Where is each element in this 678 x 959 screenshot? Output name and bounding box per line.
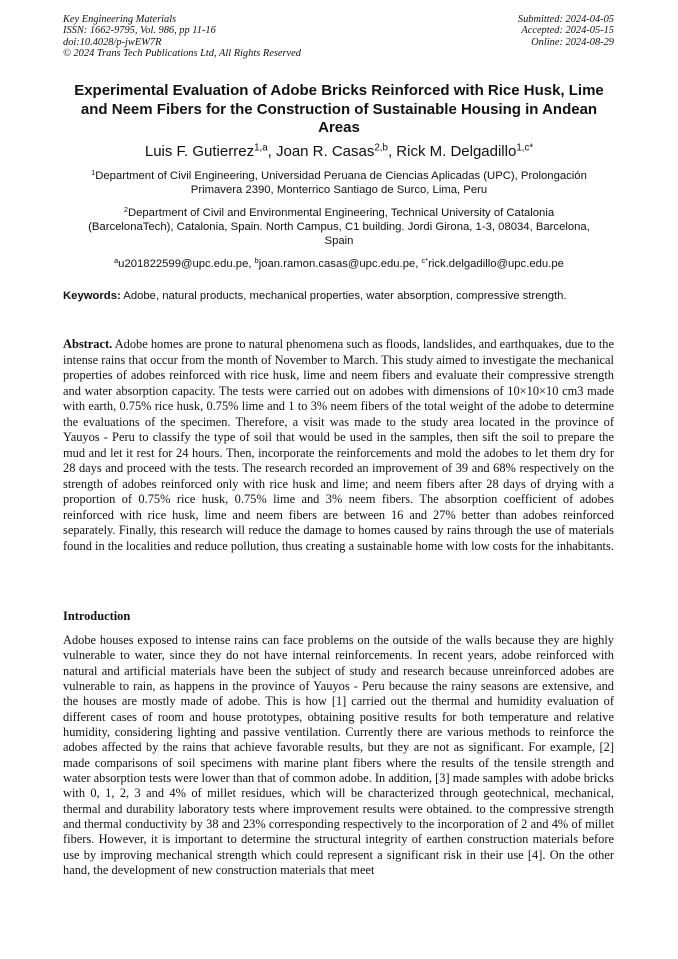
issn-line: ISSN: 1662-9795, Vol. 986, pp 11-16 xyxy=(63,25,216,37)
author: Joan R. Casas$^{2,b}$, xyxy=(275,142,397,160)
doi-line[interactable]: doi:10.4028/p-jwEW7R xyxy=(63,36,162,48)
journal-header xyxy=(63,14,301,59)
submitted-date: Submitted: 2024-04-05 xyxy=(517,14,614,25)
author: Luis F. Gutierrez$^{1,a}$, xyxy=(144,142,276,160)
copyright-line: © 2024 Trans Tech Publications Ltd, All Rights Reserved xyxy=(63,47,301,59)
journal-name: Key Engineering Materials xyxy=(63,14,177,25)
email-entry[interactable]: $^{c*}$rick.delgadillo@upc.edu.pe xyxy=(421,255,564,270)
keywords xyxy=(63,289,614,304)
abstract xyxy=(63,337,614,554)
keywords-label: Keywords: xyxy=(63,290,121,302)
affiliation-1: $^1$Department of Civil Engineering, Universidad Peruana de Ciencias Aplicadas (UPC), Prolongación Primavera 2390, Monterrico Santiago de Surco, Lima, Peru xyxy=(91,167,587,197)
abstract-label: Abstract. xyxy=(63,337,113,351)
email-entry[interactable]: $^a$u201822599@upc.edu.pe xyxy=(114,255,249,270)
email-list: $^a$u201822599@upc.edu.pe, $^b$joan.ramon.casas@upc.edu.pe, $^{c*}$rick.delgadillo@upc.edu.pe xyxy=(114,255,564,270)
dates-header xyxy=(518,14,614,48)
online-date: Online: 2024-08-29 xyxy=(531,36,614,48)
abstract-text: Adobe homes are prone to natural phenomena such as floods, landslides, and earthquakes, due to the intense rains that occur from the month of November to March. This study aimed to investigate the mechanical properties of adobes reinforced with rice husk, lime and neem fibers and evaluate their compressive strength and water absorption capacity. The tests were carried out on adobes with dimensions of 10×10×10 cm3 made with earth, 0.75% rice husk, 0.75% lime and 1 to 3% neem fibers of the total weight of the adobe to determine the evaluations of the specimen. Therefore, a visit was made to the study area located in the province of Yauyos - Peru to classify the type of soil that would be used in the samples, then sift the soil to prepare the mud and let it rest for 24 hours. Then, incorporate the reinforcements and mold the adobes to let them dry for 28 days and proceed with the tests. The research recorded an improvement of 39 and 68% respectively on the strength of adobes reinforced only with rice husk and lime; and neem fibers after 28 days of drying with a proportion of 0.75% rice husk, 0.75% lime and 3% neem fibers. The absorption coefficient of adobes reinforced with rice husk, lime and neem fibers are between 16 and 27% better than adobes reinforced separately. Finally, this research will reduce the damage to homes caused by rains through the use of materials found in the localities and reduce pollution, thus creating a sustainable home with low costs for the inhabitants. xyxy=(63,337,614,553)
paper-title: Experimental Evaluation of Adobe Bricks Reinforced with Rice Husk, Lime and Neem Fibers for the Construction of Sustainable Housing in Andean Areas xyxy=(74,82,604,136)
section-heading-introduction: Introduction xyxy=(63,609,131,623)
affiliation-2: $^2$Department of Civil and Environmental Engineering, Technical University of Catalonia (BarcelonaTech), Catalonia, Spain. North Campus, C1 building. Jordi Girona, 1-3, 08034, Barcelona, Spain xyxy=(88,204,590,248)
author-list xyxy=(62,142,616,161)
author: Rick M. Delgadillo$^{1,c*}$ xyxy=(396,142,534,160)
accepted-date: Accepted: 2024-05-15 xyxy=(521,25,614,37)
keywords-text: Adobe, natural products, mechanical properties, water absorption, compressive strength. xyxy=(123,290,567,302)
introduction-paragraph: Adobe houses exposed to intense rains can face problems on the outside of the walls because they are highly vulnerable to water, since they do not have internal reinforcements. In recent years, adobe reinforced with natural and artificial materials have been the subject of study and research because unreinforced adobes are vulnerable to rain, as happens in the province of Yauyos - Peru because the rainy seasons are extensive, and the houses are mostly made of adobe. This is how [1] carried out the thermal and humidity evaluation of different cases of room and house prototypes, obtaining positive results for both temperature and relative humidity, considering lighting and passive ventilation. Currently there are various methods to reinforce the adobes affected by the rains that achieve favorable results, but they are not as significant. For example, [2] made comparisons of soil specimens with marine plant fibers where the results of the tensile strength and water absorption tests were lower than that of common adobe. In addition, [3] made samples with adobe bricks with 0, 1, 2, 3 and 4% of millet residues, which will be characterized through geotechnical, mechanical, thermal and durability laboratory tests where improvement results were obtained. to the compressive strength and thermal conductivity by 38 and 23% corresponding respectively to the incorporation of 2 and 4% of millet fibers. However, it is important to determine the structural integrity of earthen construction materials before use by improving mechanical strength which could represent a significant risk in their use [4]. On the other hand, the development of new construction materials that meet xyxy=(63,633,614,878)
email-entry[interactable]: $^b$joan.ramon.casas@upc.edu.pe xyxy=(254,255,416,270)
